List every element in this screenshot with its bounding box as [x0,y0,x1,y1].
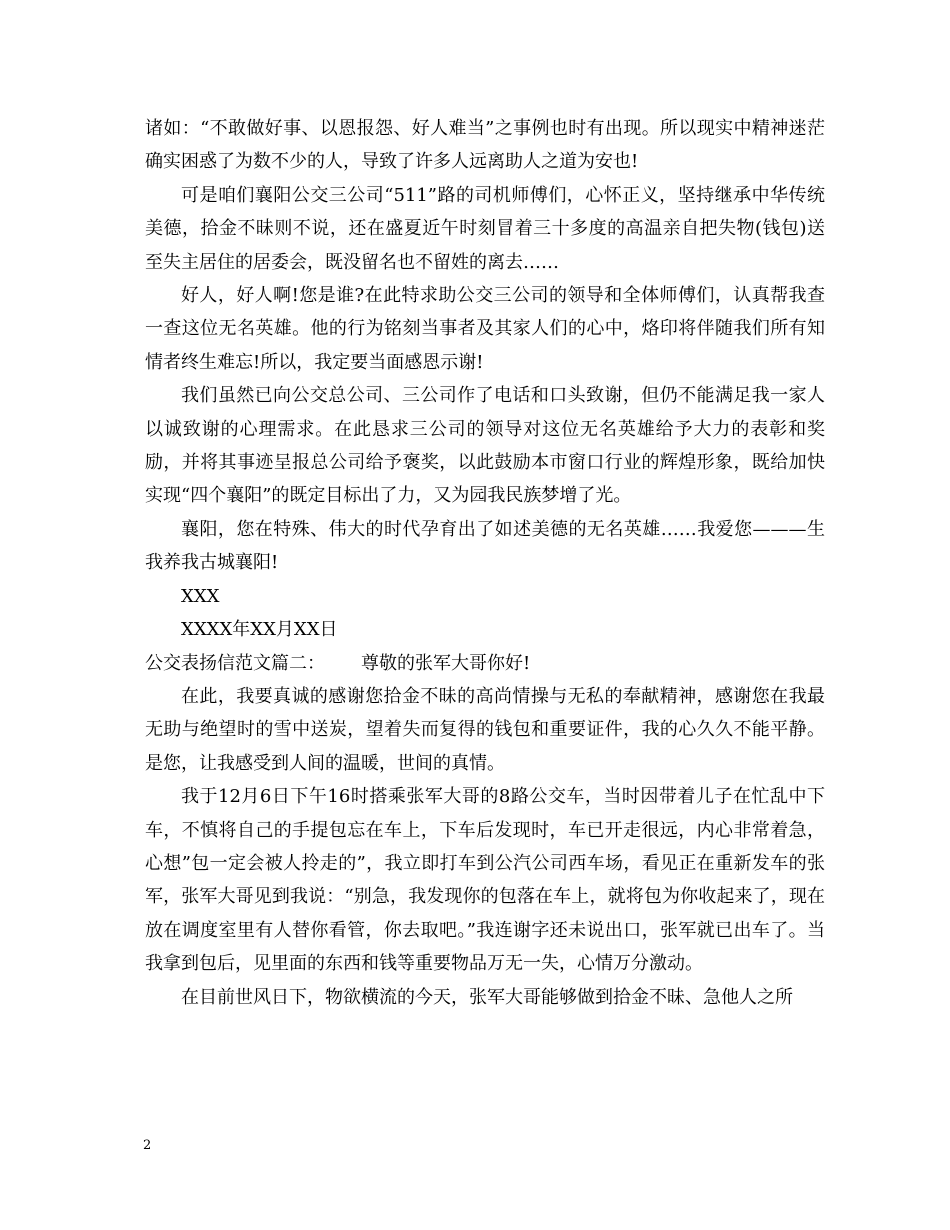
paragraph-7: 我于12月6日下午16时搭乘张军大哥的8路公交车，当时因带着儿子在忙乱中下车，不慎将自己的手提包忘在车上，下车后发现时，车已开走很远，内心非常着急，心想”包一定会被人拎走的”，我立即打车到公汽公司西车场，看见正在重新发车的张军，张军大哥见到我说：“别急，我发现你的包落在车上，就将包为你收起来了，现在放在调度室里有人替你看管，你去取吧。”我连谢字还未说出口，张军就已出车了。当我拿到包后，见里面的东西和钱等重要物品万无一失，心情万分激动。 [145,786,825,975]
letter-greeting: 尊敬的张军大哥你好! [361,652,531,674]
paragraph-6: 在此，我要真诚的感谢您拾金不昧的高尚情操与无私的奉献精神，感谢您在我最无助与绝望时的雪中送炭，望着失而复得的钱包和重要证件，我的心久久不能平静。是您，让我感受到人间的温暖，世间的真情。 [145,685,825,774]
paragraph-2: 可是咱们襄阳公交三公司“511”路的司机师傅们，心怀正义，坚持继承中华传统美德，拾金不昧则不说，还在盛夏近午时刻冒着三十多度的高温亲自把失物(钱包)送至失主居住的居委会，既没留名也不留姓的离去…… [145,184,825,273]
signature-name: XXX [181,585,220,607]
section-title: 公交表扬信范文篇二： [145,652,325,674]
signature-date: XXXX年XX月XX日 [181,619,338,641]
paragraph-3: 好人，好人啊!您是谁?在此特求助公交三公司的领导和全体师傅们，认真帮我查一查这位无名英雄。他的行为铭刻当事者及其家人们的心中，烙印将伴随我们所有知情者终生难忘!所以，我定要当面感恩示谢! [145,285,825,373]
paragraph-1: 诸如：“不敢做好事、以恩报怨、好人难当”之事例也时有出现。所以现实中精神迷茫确实困惑了为数不少的人，导致了许多人远离助人之道为安也! [145,118,825,173]
document-body [145,112,825,1014]
page-number: 2 [143,1138,152,1153]
paragraph-8: 在目前世风日下，物欲横流的今天，张军大哥能够做到拾金不昧、急他人之所 [181,986,793,1008]
paragraph-4: 我们虽然已向公交总公司、三公司作了电话和口头致谢，但仍不能满足我一家人以诚致谢的心理需求。在此恳求三公司的领导对这位无名英雄给予大力的表彰和奖励，并将其事迹呈报总公司给予褒奖，以此鼓励本市窗口行业的辉煌形象，既给加快实现“四个襄阳”的既定目标出了力，又为园我民族梦增了光。 [145,385,825,507]
section-heading [145,647,825,680]
paragraph-5: 襄阳，您在特殊、伟大的时代孕育出了如述美德的无名英雄……我爱您———生我养我古城襄阳! [145,518,825,574]
